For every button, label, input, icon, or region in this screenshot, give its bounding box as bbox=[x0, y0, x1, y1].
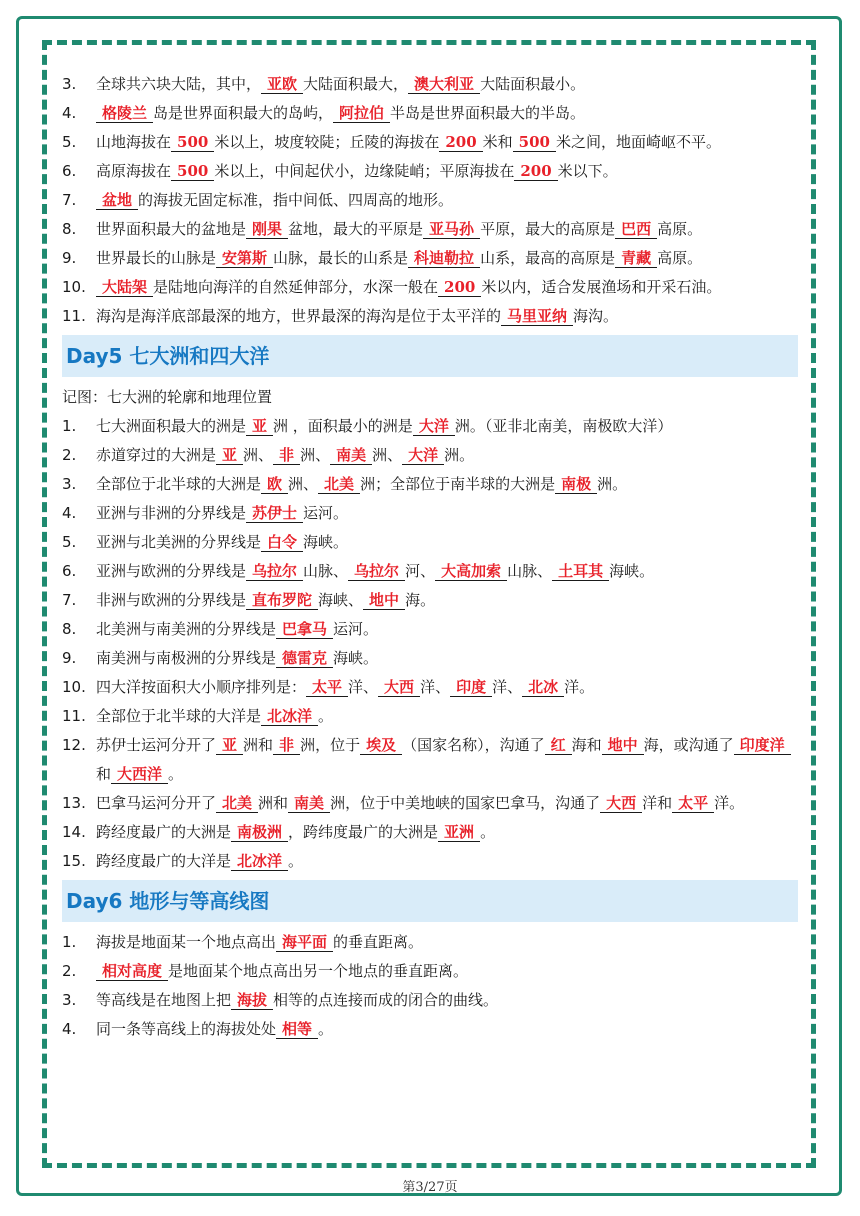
question-fragment: 相等的点连接而成的闭合的曲线。 bbox=[273, 991, 499, 1009]
question-number: 14. bbox=[62, 823, 86, 841]
answer-blank: 巴西 bbox=[615, 220, 657, 239]
question-item bbox=[62, 215, 798, 244]
answer-blank: 科迪勒拉 bbox=[408, 249, 480, 268]
answer-blank: 阿拉伯 bbox=[333, 104, 390, 123]
question-text bbox=[96, 789, 798, 818]
question-fragment: 亚洲与非洲的分界线是 bbox=[96, 504, 247, 522]
question-text bbox=[96, 302, 798, 331]
answer-blank: 苏伊士 bbox=[246, 504, 303, 523]
answer-blank: 埃及 bbox=[360, 736, 402, 755]
question-fragment: 世界最长的山脉是 bbox=[96, 249, 217, 267]
question-number: 3. bbox=[62, 75, 77, 93]
question-fragment: 等高线是在地图上把 bbox=[96, 991, 232, 1009]
answer-blank: 乌拉尔 bbox=[246, 562, 303, 581]
question-fragment: 洋。 bbox=[714, 794, 745, 812]
question-fragment: 海沟。 bbox=[573, 307, 619, 325]
question-item bbox=[62, 186, 798, 215]
question-number: 11. bbox=[62, 707, 86, 725]
answer-blank: 直布罗陀 bbox=[246, 591, 318, 610]
question-text bbox=[96, 499, 798, 528]
answer-blank: 大洋 bbox=[402, 446, 444, 465]
answer-blank: 亚 bbox=[216, 446, 243, 465]
question-text bbox=[96, 586, 798, 615]
question-fragment: 全部位于北半球的大洲是 bbox=[96, 475, 262, 493]
question-item bbox=[62, 789, 798, 818]
question-item bbox=[62, 70, 798, 99]
question-fragment: 运河。 bbox=[303, 504, 349, 522]
question-fragment: 河、 bbox=[405, 562, 436, 580]
question-fragment: 海峡。 bbox=[333, 649, 379, 667]
question-number: 2. bbox=[62, 446, 77, 464]
question-number: 3. bbox=[62, 991, 77, 1009]
question-fragment: 平原，最大的高原是 bbox=[480, 220, 616, 238]
answer-blank: 白令 bbox=[261, 533, 303, 552]
answer-blank: 亚欧 bbox=[261, 75, 303, 94]
question-number: 13. bbox=[62, 794, 86, 812]
question-fragment: 洋和 bbox=[642, 794, 673, 812]
question-item bbox=[62, 441, 798, 470]
question-fragment: 洲、 bbox=[372, 446, 403, 464]
question-number: 1. bbox=[62, 417, 77, 435]
section-intro: 记图：七大洲的轮廓和地理位置 bbox=[62, 388, 273, 406]
question-fragment: 海峡。 bbox=[609, 562, 655, 580]
answer-blank: 海平面 bbox=[276, 933, 333, 952]
answer-blank: 巴拿马 bbox=[276, 620, 333, 639]
question-fragment: 北美洲与南美洲的分界线是 bbox=[96, 620, 277, 638]
answer-blank: 北冰 bbox=[522, 678, 564, 697]
answer-blank: 德雷克 bbox=[276, 649, 333, 668]
answer-blank: 土耳其 bbox=[552, 562, 609, 581]
answer-blank: 亚马孙 bbox=[423, 220, 480, 239]
answer-blank: 北冰洋 bbox=[261, 707, 318, 726]
answer-blank: 海拔 bbox=[231, 991, 273, 1010]
answer-blank: 大西洋 bbox=[111, 765, 168, 784]
question-text bbox=[96, 186, 798, 215]
question-text bbox=[96, 99, 798, 128]
question-number: 3. bbox=[62, 475, 77, 493]
question-fragment: 洲。 bbox=[444, 446, 475, 464]
question-fragment: 米以下。 bbox=[557, 162, 618, 180]
question-text bbox=[96, 470, 798, 499]
answer-blank: 南极洲 bbox=[231, 823, 288, 842]
answer-blank: 500 bbox=[171, 162, 214, 181]
question-fragment: 七大洲面积最大的洲是 bbox=[96, 417, 247, 435]
question-text bbox=[96, 244, 798, 273]
question-fragment: 海峡、 bbox=[318, 591, 364, 609]
question-fragment: 盆地，最大的平原是 bbox=[288, 220, 424, 238]
question-fragment: 洋。 bbox=[564, 678, 595, 696]
question-fragment: 洋、 bbox=[348, 678, 379, 696]
question-fragment: 米以上，坡度较陡；丘陵的海拔在 bbox=[214, 133, 440, 151]
question-fragment: 洋、 bbox=[492, 678, 523, 696]
question-fragment: 运河。 bbox=[333, 620, 379, 638]
question-item bbox=[62, 157, 798, 186]
question-text bbox=[96, 615, 798, 644]
question-fragment: 米以内，适合发展渔场和开采石油。 bbox=[481, 278, 722, 296]
question-fragment: 高原海拔在 bbox=[96, 162, 172, 180]
answer-blank: 太平 bbox=[672, 794, 714, 813]
question-item bbox=[62, 412, 798, 441]
question-fragment: 四大洋按面积大小顺序排列是： bbox=[96, 678, 307, 696]
question-text bbox=[96, 528, 798, 557]
question-fragment: 苏伊士运河分开了 bbox=[96, 736, 217, 754]
question-fragment: 海拔是地面某一个地点高出 bbox=[96, 933, 277, 951]
section-heading: Day5 七大洲和四大洋 bbox=[62, 335, 798, 377]
question-item bbox=[62, 244, 798, 273]
answer-blank: 大洋 bbox=[413, 417, 455, 436]
question-fragment: 洲，位于 bbox=[300, 736, 361, 754]
question-text bbox=[96, 847, 798, 876]
question-item bbox=[62, 528, 798, 557]
question-number: 6. bbox=[62, 562, 77, 580]
question-number: 4. bbox=[62, 1020, 77, 1038]
question-item bbox=[62, 1015, 798, 1044]
question-number: 4. bbox=[62, 104, 77, 122]
question-text bbox=[96, 70, 798, 99]
answer-blank: 相对高度 bbox=[96, 962, 168, 981]
question-number: 8. bbox=[62, 220, 77, 238]
question-number: 5. bbox=[62, 533, 77, 551]
document-body bbox=[62, 70, 798, 1044]
question-text bbox=[96, 818, 798, 847]
question-fragment: 全球共六块大陆，其中， bbox=[96, 75, 262, 93]
question-fragment: 海沟是海洋底部最深的地方，世界最深的海沟是位于太平洋的 bbox=[96, 307, 502, 325]
answer-blank: 欧 bbox=[261, 475, 288, 494]
question-fragment: 南美洲与南极洲的分界线是 bbox=[96, 649, 277, 667]
question-number: 10. bbox=[62, 278, 86, 296]
question-fragment: 是陆地向海洋的自然延伸部分，水深一般在 bbox=[153, 278, 439, 296]
question-fragment: 洲和 bbox=[258, 794, 289, 812]
answer-blank: 安第斯 bbox=[216, 249, 273, 268]
answer-blank: 乌拉尔 bbox=[348, 562, 405, 581]
answer-blank: 亚洲 bbox=[438, 823, 480, 842]
question-fragment: 米和 bbox=[482, 133, 513, 151]
question-item bbox=[62, 731, 798, 789]
question-number: 15. bbox=[62, 852, 86, 870]
answer-blank: 500 bbox=[513, 133, 556, 152]
question-fragment: 是地面某个地点高出另一个地点的垂直距离。 bbox=[168, 962, 469, 980]
question-fragment: 洋、 bbox=[420, 678, 451, 696]
question-fragment: 洲。 bbox=[597, 475, 628, 493]
question-fragment: 山脉、 bbox=[303, 562, 349, 580]
question-item bbox=[62, 273, 798, 302]
question-fragment: 海。 bbox=[405, 591, 436, 609]
question-text bbox=[96, 441, 798, 470]
question-text bbox=[96, 644, 798, 673]
answer-blank: 大陆架 bbox=[96, 278, 153, 297]
answer-blank: 青藏 bbox=[615, 249, 657, 268]
question-fragment: 高原。 bbox=[657, 249, 703, 267]
question-number: 10. bbox=[62, 678, 86, 696]
answer-blank: 南美 bbox=[330, 446, 372, 465]
question-text bbox=[96, 928, 798, 957]
answer-blank: 红 bbox=[545, 736, 572, 755]
question-fragment: 巴拿马运河分开了 bbox=[96, 794, 217, 812]
question-item bbox=[62, 128, 798, 157]
question-fragment: 山系，最高的高原是 bbox=[480, 249, 616, 267]
question-item bbox=[62, 986, 798, 1015]
answer-blank: 印度洋 bbox=[734, 736, 791, 755]
answer-blank: 200 bbox=[439, 133, 482, 152]
answer-blank: 太平 bbox=[306, 678, 348, 697]
question-number: 9. bbox=[62, 649, 77, 667]
question-item bbox=[62, 957, 798, 986]
question-fragment: （国家名称），沟通了 bbox=[402, 736, 545, 754]
question-item bbox=[62, 644, 798, 673]
question-fragment: 洲和 bbox=[243, 736, 274, 754]
question-item bbox=[62, 847, 798, 876]
question-fragment: 。 bbox=[168, 765, 184, 783]
answer-blank: 200 bbox=[438, 278, 481, 297]
question-fragment: 和 bbox=[96, 765, 112, 783]
question-fragment: 米以上，中间起伏小，边缘陡峭；平原海拔在 bbox=[214, 162, 515, 180]
question-text bbox=[96, 128, 798, 157]
question-fragment: ，跨纬度最广的大洲是 bbox=[288, 823, 439, 841]
question-fragment: 。 bbox=[318, 1020, 334, 1038]
question-fragment: 赤道穿过的大洲是 bbox=[96, 446, 217, 464]
question-fragment: 洲，位于中美地峡的国家巴拿马，沟通了 bbox=[330, 794, 601, 812]
question-fragment: 岛是世界面积最大的岛屿， bbox=[153, 104, 334, 122]
question-fragment: 洲、 bbox=[243, 446, 274, 464]
question-number: 1. bbox=[62, 933, 77, 951]
question-fragment: 米之间，地面崎岖不平。 bbox=[555, 133, 721, 151]
question-item bbox=[62, 818, 798, 847]
answer-blank: 北美 bbox=[318, 475, 360, 494]
question-fragment: 洲；全部位于南半球的大洲是 bbox=[360, 475, 556, 493]
question-number: 5. bbox=[62, 133, 77, 151]
question-fragment: 海和 bbox=[571, 736, 602, 754]
question-item bbox=[62, 557, 798, 586]
question-item bbox=[62, 586, 798, 615]
question-fragment: 半岛是世界面积最大的半岛。 bbox=[390, 104, 586, 122]
answer-blank: 相等 bbox=[276, 1020, 318, 1039]
question-number: 7. bbox=[62, 191, 77, 209]
question-number: 2. bbox=[62, 962, 77, 980]
question-text bbox=[96, 731, 798, 789]
question-text bbox=[96, 673, 798, 702]
answer-blank: 大高加索 bbox=[435, 562, 507, 581]
question-fragment: 大陆面积最小。 bbox=[480, 75, 586, 93]
question-text bbox=[96, 557, 798, 586]
question-fragment: 高原。 bbox=[657, 220, 703, 238]
question-fragment: 山地海拔在 bbox=[96, 133, 172, 151]
answer-blank: 大西 bbox=[378, 678, 420, 697]
answer-blank: 亚 bbox=[216, 736, 243, 755]
question-number: 8. bbox=[62, 620, 77, 638]
question-item bbox=[62, 673, 798, 702]
answer-blank: 北美 bbox=[216, 794, 258, 813]
question-item bbox=[62, 499, 798, 528]
question-fragment: 非洲与欧洲的分界线是 bbox=[96, 591, 247, 609]
question-fragment: 的海拔无固定标准，指中间低、四周高的地形。 bbox=[138, 191, 454, 209]
answer-blank: 澳大利亚 bbox=[408, 75, 480, 94]
question-fragment: 亚洲与北美洲的分界线是 bbox=[96, 533, 262, 551]
answer-blank: 盆地 bbox=[96, 191, 138, 210]
answer-blank: 地中 bbox=[602, 736, 644, 755]
answer-blank: 非 bbox=[273, 736, 300, 755]
answer-blank: 非 bbox=[273, 446, 300, 465]
question-fragment: 跨经度最广的大洋是 bbox=[96, 852, 232, 870]
question-fragment: 山脉，最长的山系是 bbox=[273, 249, 409, 267]
page-number: 第3/27页 bbox=[402, 1180, 458, 1195]
question-text bbox=[96, 215, 798, 244]
answer-blank: 印度 bbox=[450, 678, 492, 697]
question-fragment: 洲。（亚非北南美，南极欧大洋） bbox=[454, 417, 673, 435]
question-fragment: 大陆面积最大， bbox=[303, 75, 409, 93]
question-text bbox=[96, 986, 798, 1015]
question-text bbox=[96, 957, 798, 986]
question-item bbox=[62, 615, 798, 644]
question-fragment: 的垂直距离。 bbox=[333, 933, 424, 951]
answer-blank: 地中 bbox=[363, 591, 405, 610]
question-number: 4. bbox=[62, 504, 77, 522]
question-fragment: 洲、 bbox=[288, 475, 319, 493]
answer-blank: 200 bbox=[514, 162, 557, 181]
answer-blank: 南美 bbox=[288, 794, 330, 813]
question-item bbox=[62, 470, 798, 499]
question-number: 9. bbox=[62, 249, 77, 267]
question-text bbox=[96, 1015, 798, 1044]
answer-blank: 亚 bbox=[246, 417, 273, 436]
question-number: 7. bbox=[62, 591, 77, 609]
question-item bbox=[62, 702, 798, 731]
section-heading: Day6 地形与等高线图 bbox=[62, 880, 798, 922]
question-fragment: 海峡。 bbox=[303, 533, 349, 551]
answer-blank: 马里亚纳 bbox=[501, 307, 573, 326]
question-fragment: 山脉、 bbox=[507, 562, 553, 580]
answer-blank: 500 bbox=[171, 133, 214, 152]
question-fragment: 全部位于北半球的大洋是 bbox=[96, 707, 262, 725]
question-fragment: 跨经度最广的大洲是 bbox=[96, 823, 232, 841]
answer-blank: 大西 bbox=[600, 794, 642, 813]
answer-blank: 南极 bbox=[555, 475, 597, 494]
question-text bbox=[96, 412, 798, 441]
question-text bbox=[96, 157, 798, 186]
question-fragment: 洲、 bbox=[300, 446, 331, 464]
question-fragment: 同一条等高线上的海拔处处 bbox=[96, 1020, 277, 1038]
question-fragment: 。 bbox=[480, 823, 496, 841]
answer-blank: 格陵兰 bbox=[96, 104, 153, 123]
answer-blank: 刚果 bbox=[246, 220, 288, 239]
question-fragment: 洲 ，面积最小的洲是 bbox=[273, 417, 413, 435]
question-item bbox=[62, 302, 798, 331]
question-number: 12. bbox=[62, 736, 86, 754]
question-number: 6. bbox=[62, 162, 77, 180]
question-item bbox=[62, 99, 798, 128]
answer-blank: 北冰洋 bbox=[231, 852, 288, 871]
question-fragment: 。 bbox=[288, 852, 304, 870]
question-text bbox=[96, 702, 798, 731]
question-fragment: 亚洲与欧洲的分界线是 bbox=[96, 562, 247, 580]
question-fragment: 。 bbox=[318, 707, 334, 725]
question-text bbox=[96, 273, 798, 302]
question-fragment: 海，或沟通了 bbox=[643, 736, 734, 754]
question-fragment: 世界面积最大的盆地是 bbox=[96, 220, 247, 238]
question-item bbox=[62, 928, 798, 957]
question-number: 11. bbox=[62, 307, 86, 325]
